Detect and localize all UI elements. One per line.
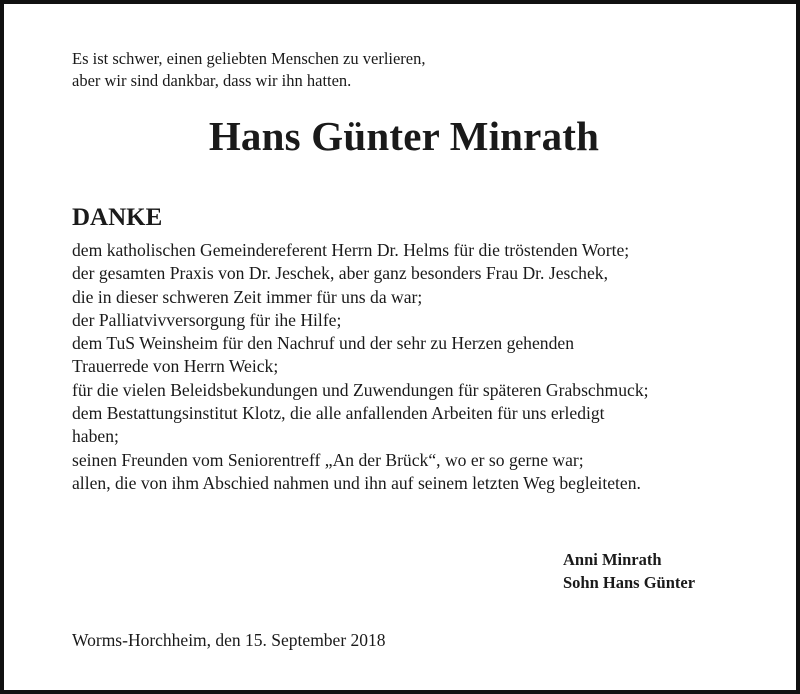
thanks-line: allen, die von ihm Abschied nahmen und ihn auf seinem letzten Weg begleiteten.	[72, 472, 641, 493]
signatures	[563, 548, 695, 594]
thanks-line: die in dieser schweren Zeit immer für uns da war;	[72, 286, 423, 307]
place-date: Worms-Horchheim, den 15. September 2018	[72, 630, 386, 650]
signature-line: Anni Minrath	[563, 550, 662, 569]
motto-line: aber wir sind dankbar, dass wir ihn hatten.	[72, 71, 352, 90]
deceased-name: Hans Günter Minrath	[208, 113, 600, 159]
signature-line: Sohn Hans Günter	[563, 573, 696, 592]
thanks-line: dem TuS Weinsheim für den Nachruf und der sehr zu Herzen gehenden	[72, 333, 574, 354]
thanks-line: dem katholischen Gemeindereferent Herrn Dr. Helms für die tröstenden Worte;	[72, 240, 630, 260]
thanks-line: der gesamten Praxis von Dr. Jeschek, aber ganz besonders Frau Dr. Jeschek,	[72, 263, 608, 284]
thanks-line: der Palliatvivversorgung für ihe Hilfe;	[72, 309, 342, 330]
motto	[72, 48, 426, 92]
thanks-line: haben;	[72, 426, 119, 447]
thanks-line: für die vielen Beleidsbekundungen und Zuwendungen für späteren Grabschmuck;	[72, 379, 649, 400]
thanks-list	[72, 239, 649, 495]
danke-heading: DANKE	[72, 204, 163, 231]
thanks-line: dem Bestattungsinstitut Klotz, die alle anfallenden Arbeiten für uns erledigt	[72, 403, 605, 424]
thanks-line: Trauerrede von Herrn Weick;	[72, 356, 279, 377]
thanks-line: seinen Freunden vom Seniorentreff „An der Brück“, wo er so gerne war;	[72, 449, 584, 470]
motto-line: Es ist schwer, einen geliebten Menschen zu verlieren,	[72, 49, 426, 68]
